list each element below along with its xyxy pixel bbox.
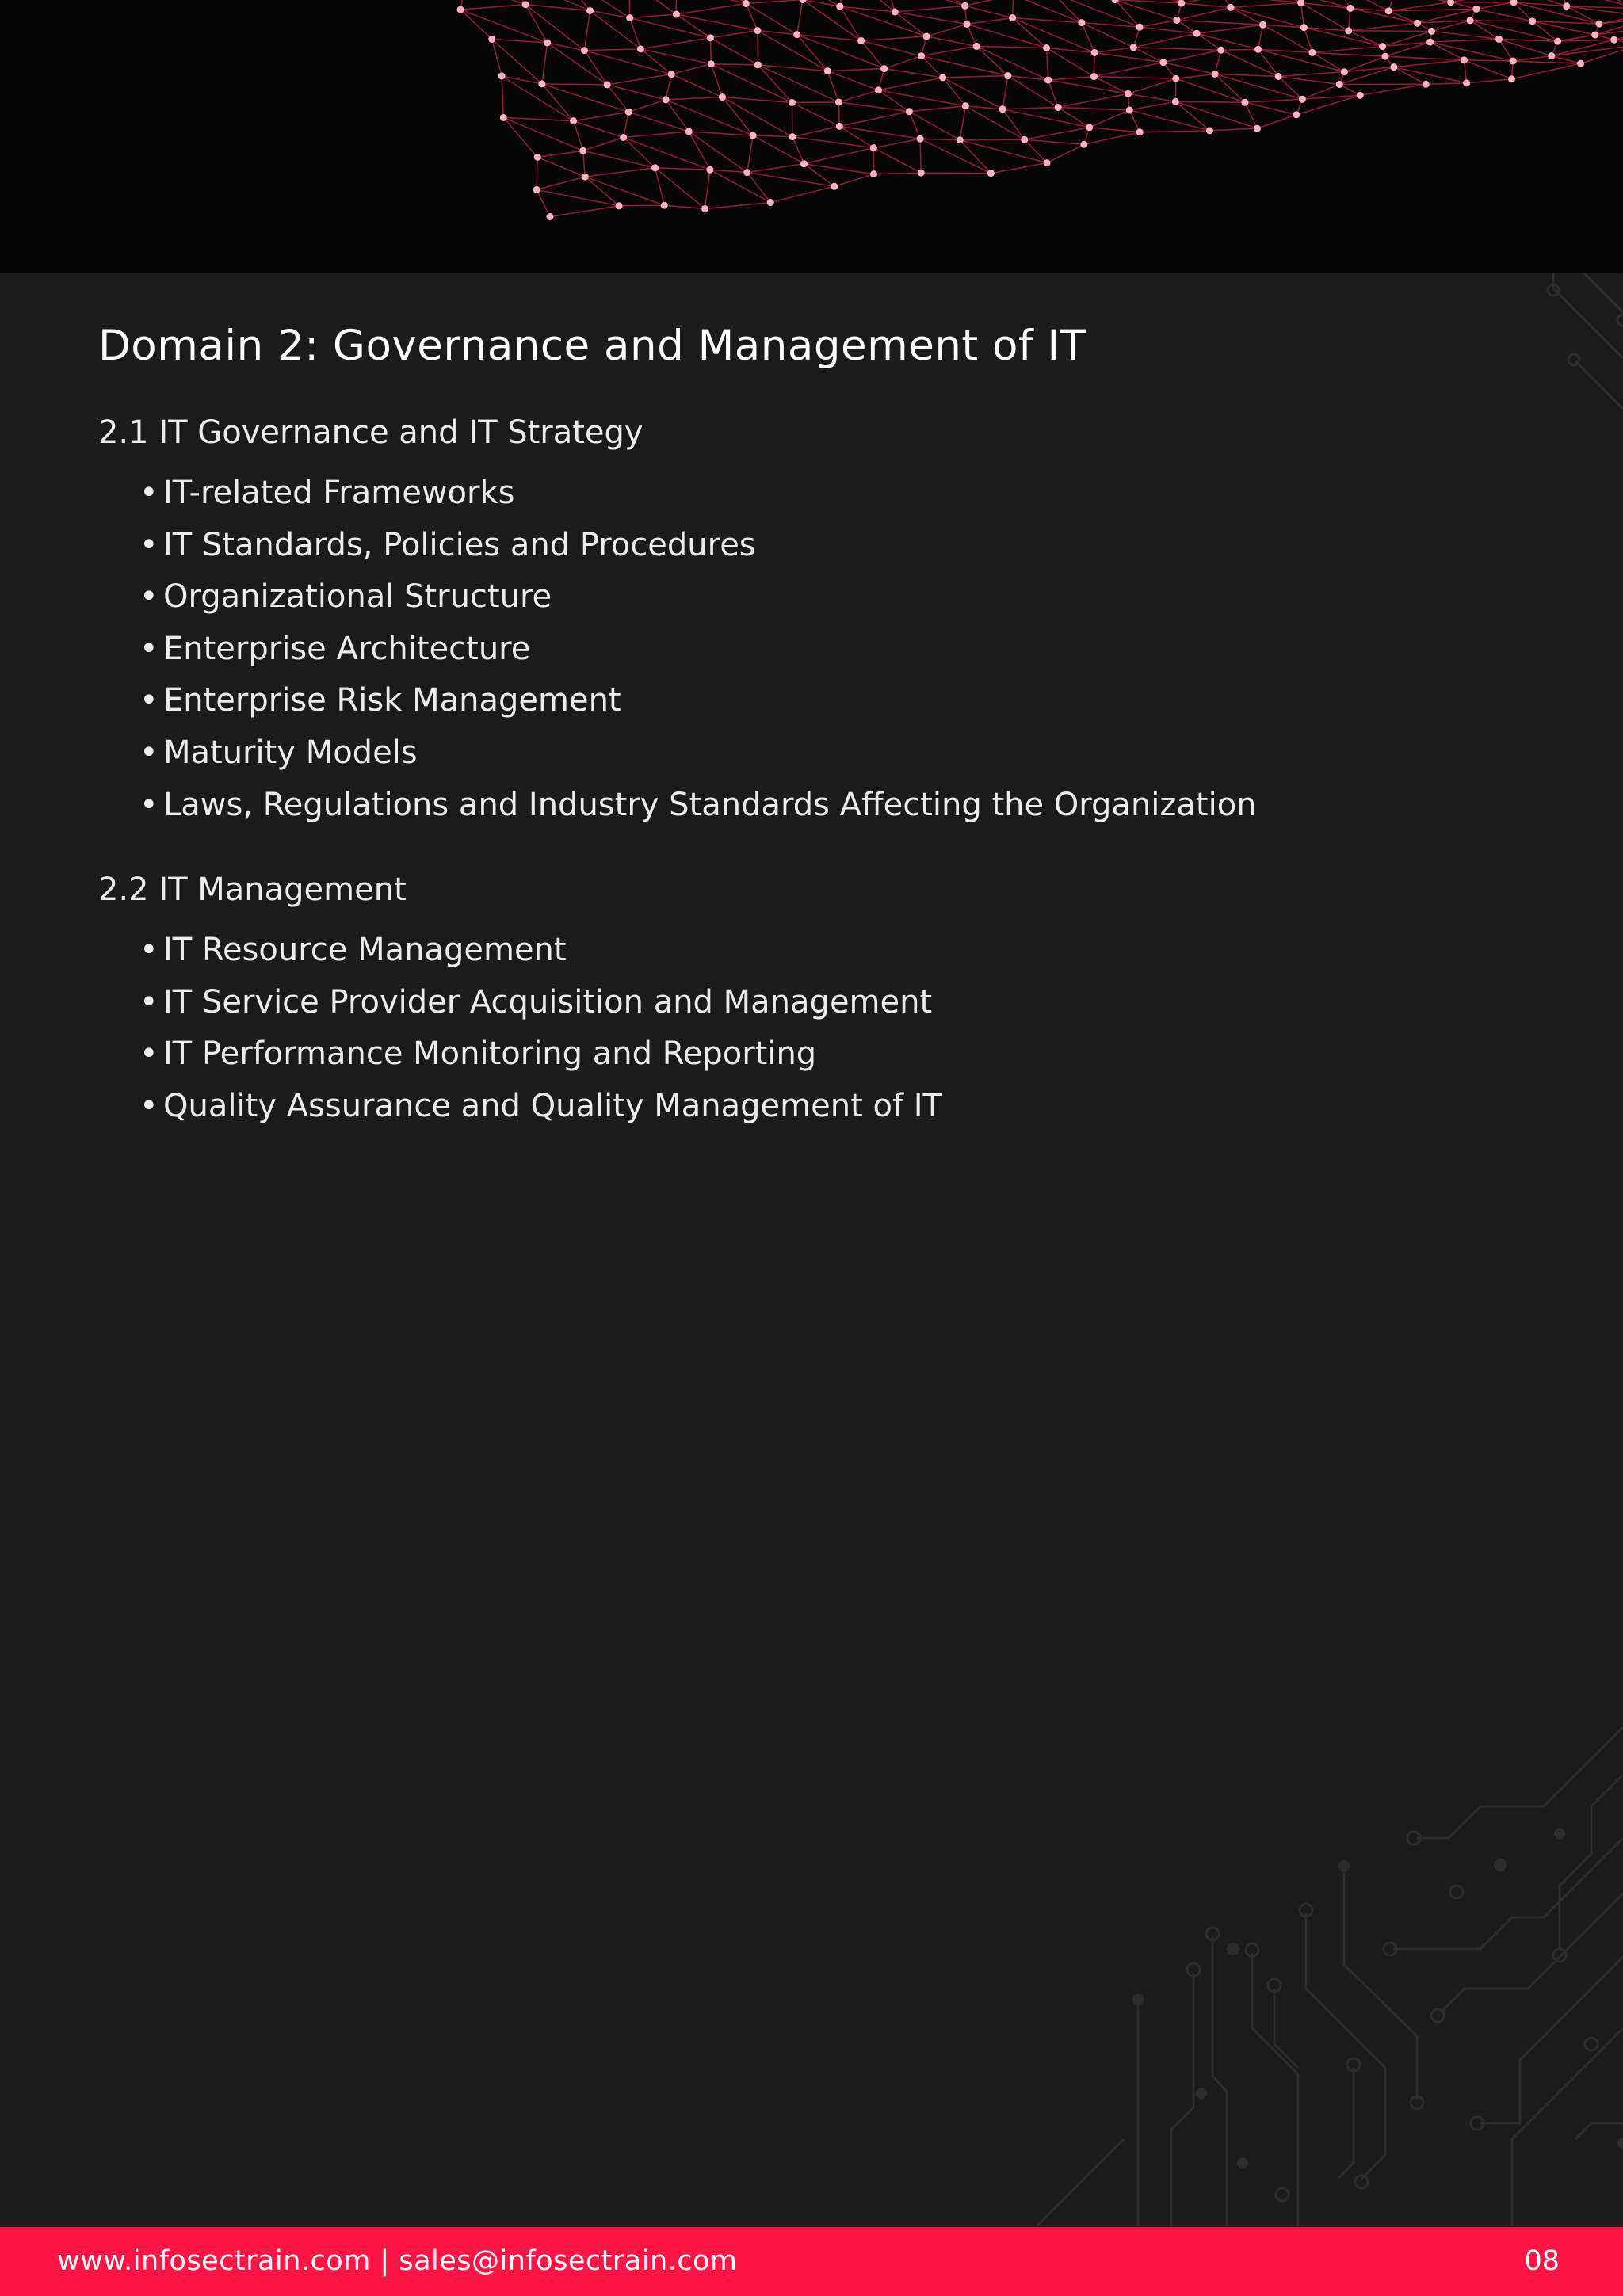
list-item-text: Maturity Models [163, 734, 418, 771]
list-item [139, 520, 1541, 572]
page-content [98, 317, 1541, 1133]
bullet-icon: • [139, 475, 158, 511]
section-heading: 2.2 IT Management [98, 871, 407, 909]
bullet-icon: • [139, 682, 158, 719]
list-item-text: Organizational Structure [163, 578, 552, 616]
list-item [139, 1028, 1541, 1081]
list-item [139, 624, 1541, 676]
list-item-text: IT Standards, Policies and Procedures [163, 526, 756, 563]
network-mesh-graphic [0, 0, 1623, 273]
bullet-icon: • [139, 630, 158, 667]
circuit-decoration-bottom [1037, 1727, 1623, 2226]
header-banner [0, 0, 1623, 273]
footer-contact-links[interactable]: www.infosectrain.com | sales@infosectrain.com [57, 2245, 738, 2277]
list-item [139, 977, 1541, 1029]
list-item-text: IT Resource Management [163, 932, 567, 969]
list-item-text: Laws, Regulations and Industry Standards Affecting the Organization [163, 786, 1257, 823]
bullet-icon: • [139, 526, 158, 563]
list-item [139, 467, 1541, 520]
list-item-text: Enterprise Architecture [163, 630, 531, 667]
list-item-text: Quality Assurance and Quality Management of IT [163, 1087, 942, 1124]
list-item [139, 571, 1541, 624]
bullet-icon: • [139, 578, 158, 616]
bullet-icon: • [139, 1035, 158, 1073]
bullet-icon: • [139, 786, 158, 823]
bullet-icon: • [139, 734, 158, 771]
bullet-icon: • [139, 983, 158, 1020]
topic-list [98, 467, 1541, 831]
list-item-text: IT Performance Monitoring and Reporting [163, 1035, 817, 1073]
page-title: Domain 2: Governance and Management of IT [98, 322, 1086, 370]
footer-bar [0, 2227, 1623, 2296]
list-item-text: IT-related Frameworks [163, 475, 515, 511]
bullet-icon: • [139, 932, 158, 969]
list-item [139, 1081, 1541, 1133]
section-it-governance [98, 410, 1541, 831]
page-number: 08 [1524, 2245, 1560, 2277]
list-item-text: Enterprise Risk Management [163, 682, 621, 719]
bullet-icon: • [139, 1087, 158, 1124]
list-item [139, 780, 1541, 832]
section-it-management [98, 868, 1541, 1132]
section-heading: 2.1 IT Governance and IT Strategy [98, 414, 643, 451]
list-item [139, 925, 1541, 977]
topic-list [98, 925, 1541, 1132]
list-item [139, 675, 1541, 727]
list-item-text: IT Service Provider Acquisition and Management [163, 983, 933, 1020]
list-item [139, 727, 1541, 780]
